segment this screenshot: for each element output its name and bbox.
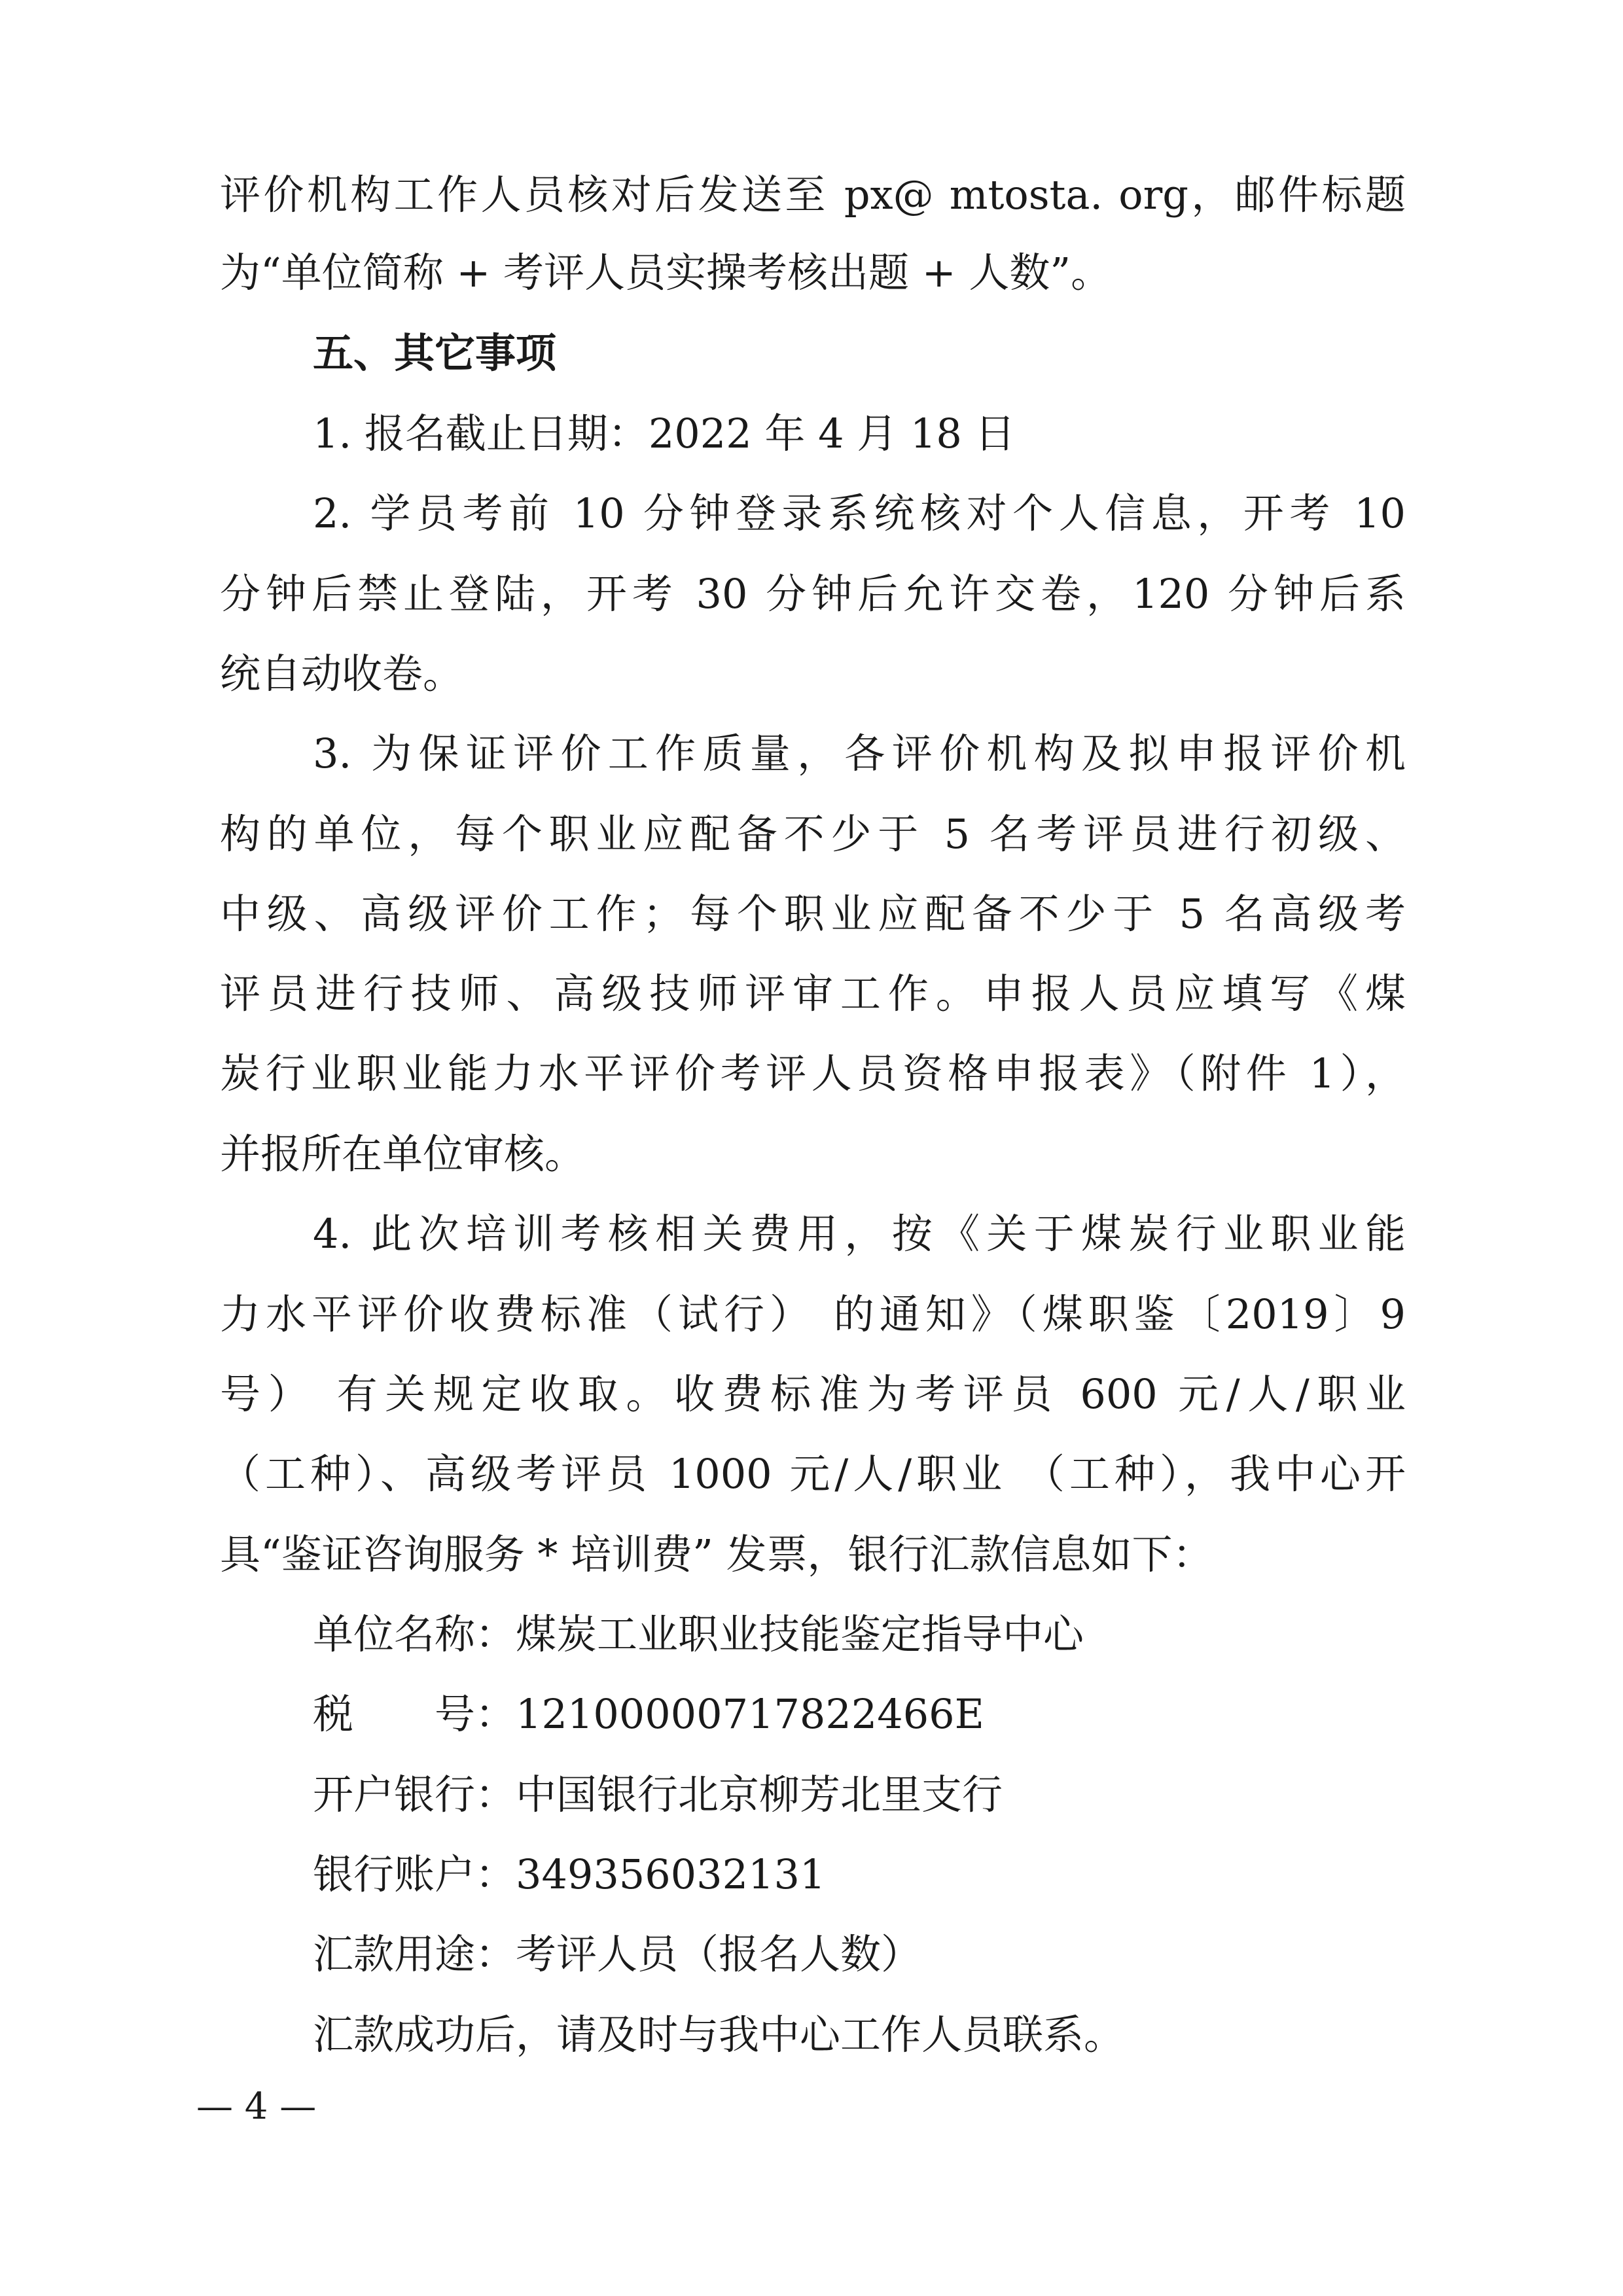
body-line: 构的单位，每个职业应配备不少于 5 名考评员进行初级、 <box>220 810 1406 858</box>
body-line: 评价机构工作人员核对后发送至 px@ mtosta. org，邮件标题 <box>220 171 1406 219</box>
body-line: 并报所在单位审核。 <box>220 1130 586 1178</box>
body-line: 分钟后禁止登陆，开考 30 分钟后允许交卷，120 分钟后系 <box>220 570 1406 618</box>
bank-info-line: 汇款用途：考评人员（报名人数） <box>313 1930 922 1978</box>
body-line: （工种）、高级考评员 1000 元/人/职业 （工种），我中心开 <box>220 1450 1406 1498</box>
bank-info-line: 税 号：12100000717822466E <box>313 1690 984 1738</box>
bank-info-line: 开户银行：中国银行北京柳芳北里支行 <box>313 1771 1003 1818</box>
body-line: 中级、高级评价工作；每个职业应配备不少于 5 名高级考 <box>220 890 1406 938</box>
body-line: 2. 学员考前 10 分钟登录系统核对个人信息，开考 10 <box>313 489 1406 537</box>
bank-info-line: 银行账户：349356032131 <box>313 1850 826 1898</box>
body-line: 具“鉴证咨询服务 * 培训费” 发票，银行汇款信息如下： <box>220 1530 1213 1578</box>
body-line: 炭行业职业能力水平评价考评人员资格申报表》（附件 1）， <box>220 1050 1406 1097</box>
body-line: 号） 有关规定收取。收费标准为考评员 600 元/人/职业 <box>220 1370 1406 1418</box>
body-line: 1. 报名截止日期：2022 年 4 月 18 日 <box>313 410 1016 457</box>
body-line: 4. 此次培训考核相关费用，按《关于煤炭行业职业能 <box>313 1210 1406 1258</box>
body-line: 汇款成功后，请及时与我中心工作人员联系。 <box>313 2011 1125 2058</box>
body-line: 评员进行技师、高级技师评审工作。申报人员应填写《煤 <box>220 970 1406 1017</box>
body-line: 3. 为保证评价工作质量，各评价机构及拟申报评价机 <box>313 730 1406 777</box>
section-heading: 五、其它事项 <box>313 329 557 377</box>
body-line: 为“单位简称 + 考评人员实操考核出题 + 人数”。 <box>220 249 1112 296</box>
bank-info-line: 单位名称：煤炭工业职业技能鉴定指导中心 <box>313 1610 1084 1658</box>
page-number: — 4 — <box>196 2085 317 2128</box>
body-line: 力水平评价收费标准（试行） 的通知》（煤职鉴〔2019〕9 <box>220 1290 1406 1338</box>
body-line: 统自动收卷。 <box>220 650 464 698</box>
